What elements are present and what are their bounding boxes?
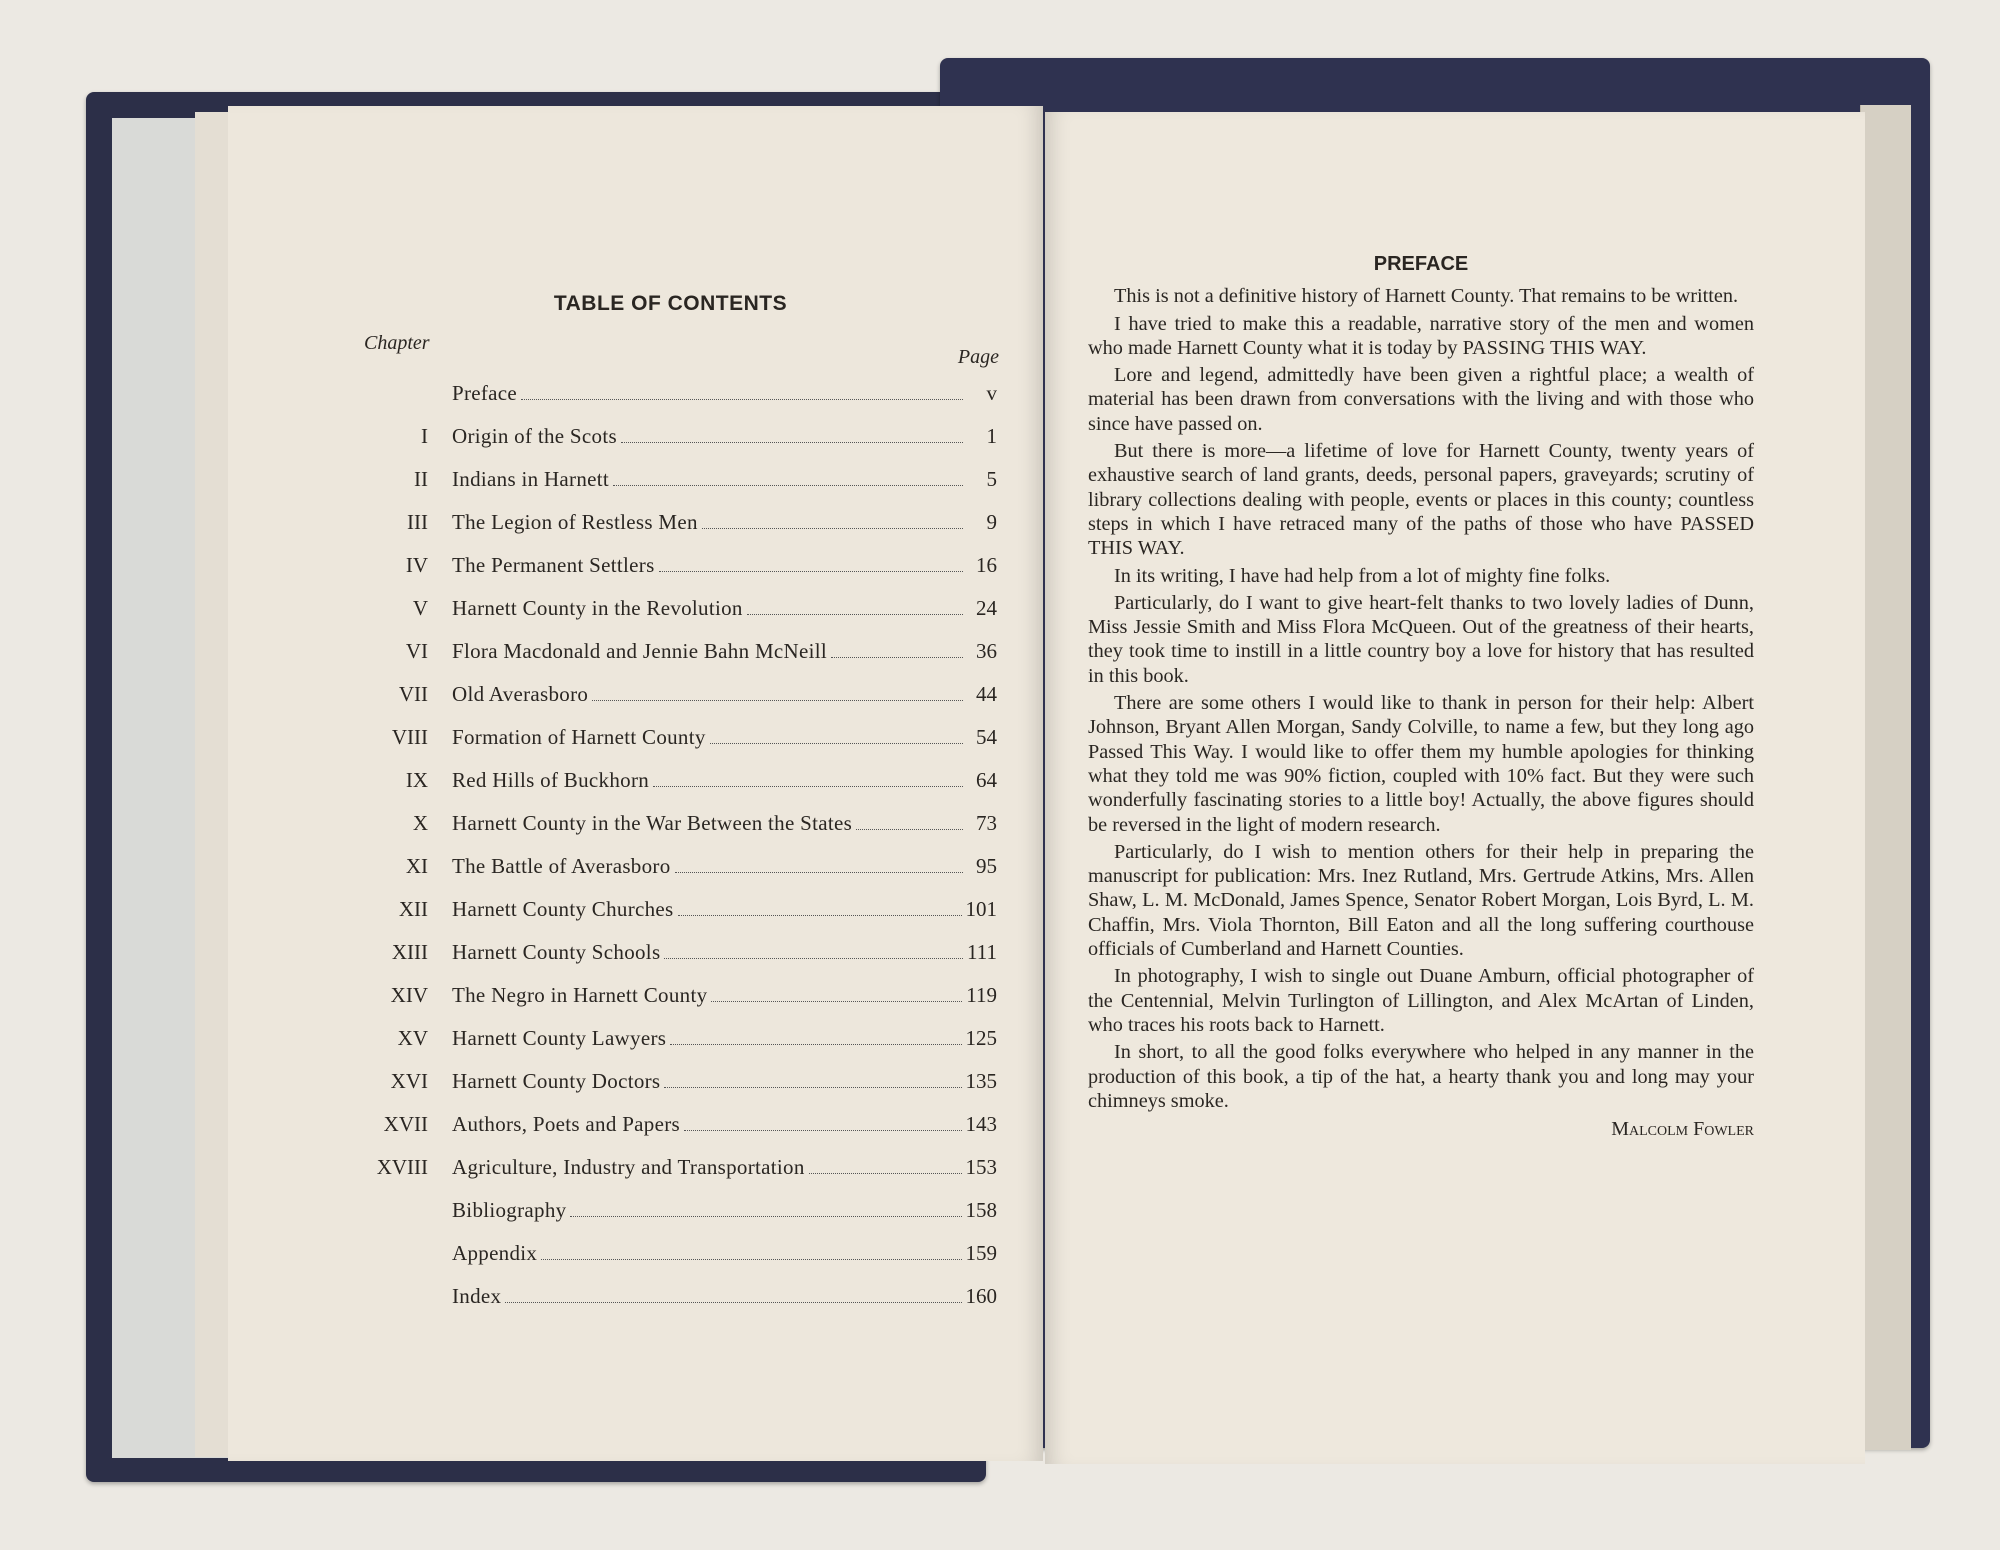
dot-leader: [621, 442, 963, 443]
toc-entry: [318, 978, 997, 1008]
author-signature: Malcolm Fowler: [1611, 1118, 1754, 1141]
dot-leader: [702, 528, 963, 529]
chapter-title: Harnett County Doctors: [452, 1069, 661, 1093]
toc-entry: [318, 548, 997, 578]
page-number: 119: [966, 983, 997, 1007]
page-number: 158: [965, 1198, 997, 1222]
page-number: 153: [965, 1155, 997, 1179]
page-stack-right: [1860, 105, 1911, 1450]
page-number: v: [986, 381, 997, 405]
dot-leader: [570, 1216, 961, 1217]
dot-leader: [613, 485, 963, 486]
preface-paragraph: I have tried to make this a readable, narrative story of the men and women who made Harnett County what it is today by PASSING THIS WAY.: [1088, 312, 1754, 359]
dot-leader: [710, 743, 963, 744]
chapter-number: IV: [405, 553, 428, 577]
page-column-label: Page: [957, 346, 999, 368]
chapter-number: V: [412, 596, 428, 620]
chapter-number: XVII: [383, 1112, 428, 1136]
chapter-number: XII: [398, 897, 428, 921]
preface-paragraph: In its writing, I have had help from a lot of mighty fine folks.: [1114, 564, 1611, 587]
toc-entry: [318, 1150, 997, 1180]
preface-paragraph: There are some others I would like to thank in person for their help: Albert Johnson, Bryant Allen Morgan, Sandy Colville, to name a few, but they long ago Passed This Way. I would like to offer them my humble apologies for thinking what they told me was 90% fiction, coupled with 10% fact. But they were such wonderfully fascinating stories to a little boy! Actually, the above figures should be reversed in the light of modern research.: [1088, 692, 1754, 836]
page-number: 24: [976, 596, 997, 620]
page-number: 64: [976, 768, 997, 792]
chapter-title: Harnett County Lawyers: [452, 1026, 667, 1050]
preface-paragraph: Particularly, do I wish to mention others for their help in preparing the manuscript for publication: Mrs. Inez Rutland, Mrs. Gertrude Atkins, Mrs. Allen Shaw, L. M. McDonald, James Spence, Senator Robert Morgan, Lois Byrd, L. M. Chaffin, Mrs. Viola Thornton, Bill Eaton and all the long suffering courthouse officials of Cumberland and Harnett Counties.: [1088, 840, 1754, 961]
chapter-number: XVI: [390, 1069, 428, 1093]
chapter-number: I: [421, 424, 428, 448]
preface-paragraph: In short, to all the good folks everywhere who helped in any manner in the production of this book, a tip of the hat, a hearty thank you and long may your chimneys smoke.: [1088, 1041, 1754, 1112]
toc-entry: [318, 720, 997, 750]
toc-entry: [318, 376, 997, 406]
page-number: 44: [976, 682, 997, 706]
page-number: 1: [986, 424, 997, 448]
dot-leader: [541, 1259, 961, 1260]
dot-leader: [809, 1173, 962, 1174]
chapter-title: The Negro in Harnett County: [452, 983, 708, 1007]
page-number: 95: [976, 854, 997, 878]
chapter-title: Authors, Poets and Papers: [452, 1112, 680, 1136]
chapter-title: Bibliography: [452, 1198, 567, 1222]
chapter-number: XIII: [391, 940, 428, 964]
page-number: 101: [965, 897, 997, 921]
chapter-title: Appendix: [452, 1241, 538, 1265]
chapter-number: VI: [405, 639, 428, 663]
toc-entry: [318, 1193, 997, 1223]
chapter-number: II: [414, 467, 428, 491]
chapter-title: The Legion of Restless Men: [452, 510, 698, 534]
toc-entry: [318, 591, 997, 621]
toc-entry: [318, 892, 997, 922]
chapter-number: IX: [405, 768, 428, 792]
chapter-title: Flora Macdonald and Jennie Bahn McNeill: [452, 639, 828, 663]
preface-paragraph: But there is more—a lifetime of love for Harnett County, twenty years of exhaustive search of land grants, deeds, personal papers, graveyards; scrutiny of library collections dealing with people, events or places in this county; countless steps in which I have retraced many of the paths of those who have PASSED THIS WAY.: [1088, 440, 1754, 560]
toc-entry: [318, 419, 997, 449]
dot-leader: [505, 1302, 961, 1303]
dot-leader: [747, 614, 963, 615]
dot-leader: [675, 872, 964, 873]
dot-leader: [664, 1087, 961, 1088]
chapter-title: The Battle of Averasboro: [452, 854, 671, 878]
dot-leader: [831, 657, 963, 658]
toc-entry: [318, 462, 997, 492]
dot-leader: [592, 700, 963, 701]
toc-entry: [318, 1107, 997, 1137]
chapter-number: X: [412, 811, 428, 835]
dot-leader: [684, 1130, 962, 1131]
chapter-title: Harnett County in the Revolution: [452, 596, 743, 620]
chapter-title: Origin of the Scots: [452, 424, 617, 448]
chapter-title: Formation of Harnett County: [452, 725, 706, 749]
chapter-number: XVIII: [376, 1155, 428, 1179]
chapter-title: Red Hills of Buckhorn: [452, 768, 650, 792]
toc-entry: [318, 935, 997, 965]
chapter-number: III: [407, 510, 428, 534]
page-number: 9: [986, 510, 997, 534]
dot-leader: [664, 958, 963, 959]
page-number: 159: [965, 1241, 997, 1265]
dot-leader: [670, 1044, 961, 1045]
chapter-title: The Permanent Settlers: [452, 553, 655, 577]
chapter-number: VIII: [391, 725, 428, 749]
preface-title: PREFACE: [1373, 253, 1469, 275]
page-number: 5: [986, 467, 997, 491]
dot-leader: [856, 829, 963, 830]
chapter-title: Index: [452, 1284, 502, 1308]
chapter-column-label: Chapter: [364, 332, 430, 354]
preface-body: [1088, 252, 1754, 1141]
preface-paragraphs: [1088, 284, 1754, 1113]
chapter-number: XI: [405, 854, 428, 878]
page-number: 111: [967, 940, 997, 964]
toc-title: TABLE OF CONTENTS: [553, 292, 788, 315]
chapter-title: Old Averasboro: [452, 682, 589, 706]
preface-paragraph: Particularly, do I want to give heart-felt thanks to two lovely ladies of Dunn, Miss Jessie Smith and Miss Flora McQueen. Out of the greatness of their hearts, they took time to instill in a little country boy a love for history that has resulted in this book.: [1088, 591, 1754, 687]
chapter-number: XV: [397, 1026, 428, 1050]
page-number: 125: [965, 1026, 997, 1050]
toc-entry: [318, 1279, 997, 1309]
page-number: 143: [965, 1112, 997, 1136]
toc-entry: [318, 806, 997, 836]
chapter-title: Agriculture, Industry and Transportation: [452, 1155, 805, 1179]
chapter-title: Preface: [452, 381, 518, 405]
preface-paragraph: This is not a definitive history of Harnett County. That remains to be written.: [1114, 285, 1739, 308]
toc-entry: [318, 763, 997, 793]
chapter-number: XIV: [390, 983, 428, 1007]
chapter-title: Harnett County in the War Between the States: [452, 811, 853, 835]
toc-entry: [318, 677, 997, 707]
chapter-number: VII: [398, 682, 428, 706]
preface-paragraph: In photography, I wish to single out Duane Amburn, official photographer of the Centennial, Melvin Turlington of Lillington, and Alex McArtan of Linden, who traces his roots back to Harnett.: [1088, 965, 1754, 1036]
chapter-title: Indians in Harnett: [452, 467, 610, 491]
page-number: 73: [976, 811, 997, 835]
toc-entry: [318, 849, 997, 879]
page-number: 54: [976, 725, 997, 749]
page-number: 160: [965, 1284, 997, 1308]
page-number: 135: [965, 1069, 997, 1093]
dot-leader: [653, 786, 963, 787]
page-number: 36: [976, 639, 997, 663]
dot-leader: [521, 399, 963, 400]
chapter-title: Harnett County Churches: [452, 897, 674, 921]
dot-leader: [711, 1001, 962, 1002]
table-of-contents-page: [228, 106, 1043, 1461]
toc-entry: [318, 1021, 997, 1051]
toc-entry: [318, 1064, 997, 1094]
toc-entry: [318, 505, 997, 535]
chapter-title: Harnett County Schools: [452, 940, 661, 964]
dot-leader: [678, 915, 962, 916]
toc-entry: [318, 1236, 997, 1266]
preface-paragraph: Lore and legend, admittedly have been given a rightful place; a wealth of material has been drawn from conversations with the living and with those who since have passed on.: [1088, 364, 1754, 435]
page-number: 16: [976, 553, 997, 577]
dot-leader: [659, 571, 963, 572]
preface-page: [1045, 112, 1865, 1464]
toc-entry: [318, 634, 997, 664]
